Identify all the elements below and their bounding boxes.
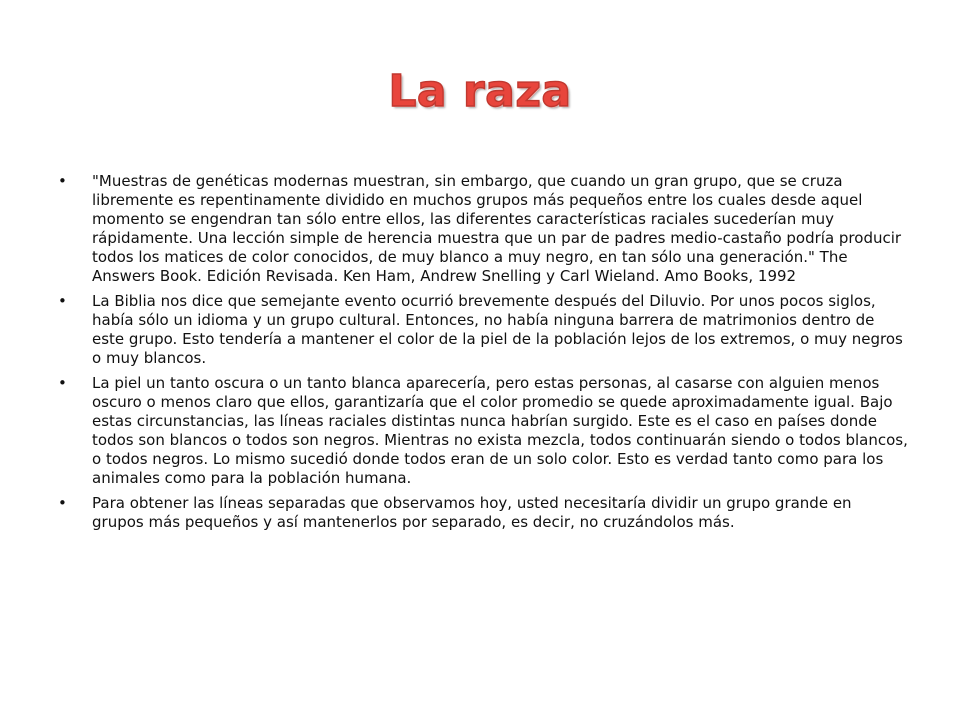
bullet-text: Para obtener las líneas separadas que observamos hoy, usted necesitaría dividir un grupo grande en grupos más pequeños y así mantenerlos por separado, es decir, no cruzándolos más. [92, 494, 852, 531]
bullet-text: La Biblia nos dice que semejante evento ocurrió brevemente después del Diluvio. Por unos pocos siglos, había sólo un idioma y un grupo cultural. Entonces, no había ninguna barrera de matrimonios dentro de este grupo. Esto tendería a mantener el color de la piel de la población lejos de los extremos, o muy negros o muy blancos. [92, 292, 903, 367]
bullet-item [56, 292, 908, 368]
bullet-list [56, 172, 908, 538]
bullet-item [56, 494, 908, 532]
bullet-dot-icon: • [58, 172, 67, 190]
bullet-item [56, 172, 908, 286]
slide-title: La raza [388, 66, 572, 117]
bullet-dot-icon: • [58, 494, 67, 512]
bullet-text: "Muestras de genéticas modernas muestran, sin embargo, que cuando un gran grupo, que se cruza libremente es repentinamente dividido en muchos grupos más pequeños entre los cuales desde aquel momento se engendran tan sólo entre ellos, las diferentes características raciales sucederían muy rápidamente. Una lección simple de herencia muestra que un par de padres medio-castaño podría producir todos los matices de color conocidos, de muy blanco a muy negro, en tan sólo una generación." The Answers Book. Edición Revisada. Ken Ham, Andrew Snelling y Carl Wieland. Amo Books, 1992 [92, 172, 902, 285]
bullet-item [56, 374, 908, 488]
bullet-dot-icon: • [58, 374, 67, 392]
bullet-dot-icon: • [58, 292, 67, 310]
bullet-text: La piel un tanto oscura o un tanto blanca aparecería, pero estas personas, al casarse con alguien menos oscuro o menos claro que ellos, garantizaría que el color promedio se quede aproximadamente igual. Bajo estas circunstancias, las líneas raciales distintas nunca habrían surgido. Este es el caso en países donde todos son blancos o todos son negros. Mientras no exista mezcla, todos continuarán siendo o todos blancos, o todos negros. Lo mismo sucedió donde todos eran de un solo color. Esto es verdad tanto como para los animales como para la población humana. [92, 374, 908, 487]
